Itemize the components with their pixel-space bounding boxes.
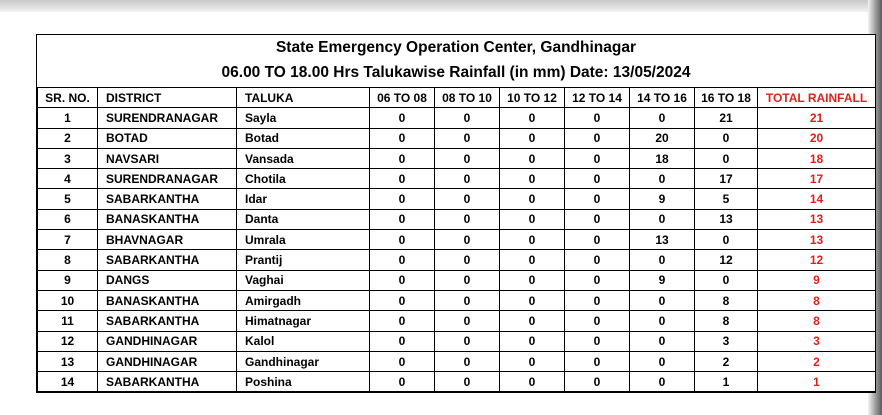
rain-16-18-cell: 0 (695, 230, 758, 250)
rain-06-08-cell: 0 (370, 148, 435, 168)
sr-no-cell: 9 (38, 270, 98, 290)
total-rainfall-cell: 13 (758, 209, 876, 229)
table-header-row (38, 88, 876, 108)
rain-14-16-cell: 0 (630, 311, 695, 331)
rain-08-10-cell: 0 (435, 189, 500, 209)
district-cell: BANASKANTHA (98, 290, 237, 310)
rain-06-08-cell: 0 (370, 128, 435, 148)
header-06-to-08: 06 TO 08 (370, 88, 435, 108)
taluka-cell: Botad (237, 128, 370, 148)
table-row (38, 311, 876, 331)
rain-16-18-cell: 21 (695, 108, 758, 128)
sr-no-cell: 10 (38, 290, 98, 310)
header-total-rainfall: TOTAL RAINFALL (758, 88, 876, 108)
rain-06-08-cell: 0 (370, 270, 435, 290)
rain-12-14-cell: 0 (565, 290, 630, 310)
rain-10-12-cell: 0 (500, 209, 565, 229)
total-rainfall-cell: 2 (758, 351, 876, 371)
table-row (38, 270, 876, 290)
sr-no-cell: 3 (38, 148, 98, 168)
rain-10-12-cell: 0 (500, 270, 565, 290)
total-rainfall-cell: 18 (758, 148, 876, 168)
rain-08-10-cell: 0 (435, 290, 500, 310)
rain-12-14-cell: 0 (565, 250, 630, 270)
rain-10-12-cell: 0 (500, 311, 565, 331)
rain-06-08-cell: 0 (370, 372, 435, 392)
rain-08-10-cell: 0 (435, 250, 500, 270)
rain-06-08-cell: 0 (370, 331, 435, 351)
rain-12-14-cell: 0 (565, 372, 630, 392)
header-16-to-18: 16 TO 18 (695, 88, 758, 108)
header-taluka: TALUKA (237, 88, 370, 108)
taluka-cell: Sayla (237, 108, 370, 128)
rain-08-10-cell: 0 (435, 331, 500, 351)
table-row (38, 189, 876, 209)
table-row (38, 209, 876, 229)
rain-12-14-cell: 0 (565, 209, 630, 229)
rain-10-12-cell: 0 (500, 331, 565, 351)
district-cell: GANDHINAGAR (98, 351, 237, 371)
rain-06-08-cell: 0 (370, 230, 435, 250)
rain-12-14-cell: 0 (565, 311, 630, 331)
total-rainfall-cell: 8 (758, 311, 876, 331)
rain-12-14-cell: 0 (565, 169, 630, 189)
total-rainfall-cell: 3 (758, 331, 876, 351)
sr-no-cell: 7 (38, 230, 98, 250)
header-08-to-10: 08 TO 10 (435, 88, 500, 108)
window-top-edge (0, 0, 882, 12)
sr-no-cell: 12 (38, 331, 98, 351)
header-10-to-12: 10 TO 12 (500, 88, 565, 108)
rain-06-08-cell: 0 (370, 290, 435, 310)
taluka-cell: Umrala (237, 230, 370, 250)
sr-no-cell: 2 (38, 128, 98, 148)
taluka-cell: Prantij (237, 250, 370, 270)
taluka-cell: Danta (237, 209, 370, 229)
total-rainfall-cell: 14 (758, 189, 876, 209)
taluka-cell: Himatnagar (237, 311, 370, 331)
rain-12-14-cell: 0 (565, 189, 630, 209)
total-rainfall-cell: 9 (758, 270, 876, 290)
table-row (38, 230, 876, 250)
rain-14-16-cell: 18 (630, 148, 695, 168)
district-cell: NAVSARI (98, 148, 237, 168)
rain-14-16-cell: 0 (630, 372, 695, 392)
sr-no-cell: 5 (38, 189, 98, 209)
district-cell: BOTAD (98, 128, 237, 148)
table-row (38, 351, 876, 371)
rain-10-12-cell: 0 (500, 128, 565, 148)
rain-16-18-cell: 2 (695, 351, 758, 371)
sr-no-cell: 1 (38, 108, 98, 128)
taluka-cell: Vaghai (237, 270, 370, 290)
taluka-cell: Amirgadh (237, 290, 370, 310)
district-cell: GANDHINAGAR (98, 331, 237, 351)
rain-16-18-cell: 12 (695, 250, 758, 270)
sr-no-cell: 8 (38, 250, 98, 270)
rain-12-14-cell: 0 (565, 230, 630, 250)
total-rainfall-cell: 21 (758, 108, 876, 128)
rain-10-12-cell: 0 (500, 189, 565, 209)
rain-12-14-cell: 0 (565, 351, 630, 371)
rain-06-08-cell: 0 (370, 169, 435, 189)
header-sr-no: SR. NO. (38, 88, 98, 108)
sr-no-cell: 14 (38, 372, 98, 392)
report-title: State Emergency Operation Center, Gandhinagar (275, 39, 637, 56)
sr-no-cell: 11 (38, 311, 98, 331)
rain-08-10-cell: 0 (435, 169, 500, 189)
taluka-cell: Chotila (237, 169, 370, 189)
district-cell: SURENDRANAGAR (98, 169, 237, 189)
rain-12-14-cell: 0 (565, 128, 630, 148)
taluka-cell: Idar (237, 189, 370, 209)
header-14-to-16: 14 TO 16 (630, 88, 695, 108)
rain-06-08-cell: 0 (370, 189, 435, 209)
table-row (38, 331, 876, 351)
sr-no-cell: 6 (38, 209, 98, 229)
rain-10-12-cell: 0 (500, 169, 565, 189)
rain-14-16-cell: 0 (630, 331, 695, 351)
rain-12-14-cell: 0 (565, 108, 630, 128)
rain-16-18-cell: 5 (695, 189, 758, 209)
rain-08-10-cell: 0 (435, 270, 500, 290)
rain-12-14-cell: 0 (565, 148, 630, 168)
total-rainfall-cell: 1 (758, 372, 876, 392)
taluka-cell: Kalol (237, 331, 370, 351)
sr-no-cell: 13 (38, 351, 98, 371)
district-cell: BANASKANTHA (98, 209, 237, 229)
rain-14-16-cell: 0 (630, 351, 695, 371)
rain-06-08-cell: 0 (370, 209, 435, 229)
total-rainfall-cell: 13 (758, 230, 876, 250)
total-rainfall-cell: 20 (758, 128, 876, 148)
rain-08-10-cell: 0 (435, 372, 500, 392)
district-cell: DANGS (98, 270, 237, 290)
rain-16-18-cell: 8 (695, 290, 758, 310)
rain-14-16-cell: 9 (630, 189, 695, 209)
total-rainfall-cell: 12 (758, 250, 876, 270)
table-row (38, 148, 876, 168)
rain-16-18-cell: 8 (695, 311, 758, 331)
rain-16-18-cell: 0 (695, 148, 758, 168)
rain-10-12-cell: 0 (500, 290, 565, 310)
rain-16-18-cell: 3 (695, 331, 758, 351)
rain-10-12-cell: 0 (500, 250, 565, 270)
taluka-cell: Vansada (237, 148, 370, 168)
taluka-cell: Poshina (237, 372, 370, 392)
rain-08-10-cell: 0 (435, 209, 500, 229)
header-12-to-14: 12 TO 14 (565, 88, 630, 108)
rain-14-16-cell: 0 (630, 290, 695, 310)
rain-16-18-cell: 1 (695, 372, 758, 392)
rain-06-08-cell: 0 (370, 351, 435, 371)
rain-12-14-cell: 0 (565, 331, 630, 351)
rainfall-table (37, 87, 876, 392)
rain-06-08-cell: 0 (370, 108, 435, 128)
rain-14-16-cell: 0 (630, 169, 695, 189)
district-cell: SABARKANTHA (98, 250, 237, 270)
header-district: DISTRICT (98, 88, 237, 108)
total-rainfall-cell: 17 (758, 169, 876, 189)
district-cell: SABARKANTHA (98, 189, 237, 209)
total-rainfall-cell: 8 (758, 290, 876, 310)
rain-14-16-cell: 13 (630, 230, 695, 250)
table-row (38, 108, 876, 128)
rain-08-10-cell: 0 (435, 230, 500, 250)
rain-14-16-cell: 20 (630, 128, 695, 148)
table-row (38, 250, 876, 270)
table-row (38, 128, 876, 148)
district-cell: SABARKANTHA (98, 372, 237, 392)
rain-10-12-cell: 0 (500, 230, 565, 250)
rain-08-10-cell: 0 (435, 128, 500, 148)
rain-10-12-cell: 0 (500, 372, 565, 392)
rain-16-18-cell: 0 (695, 270, 758, 290)
rain-08-10-cell: 0 (435, 148, 500, 168)
taluka-cell: Gandhinagar (237, 351, 370, 371)
district-cell: SURENDRANAGAR (98, 108, 237, 128)
rainfall-report (36, 34, 876, 393)
rain-08-10-cell: 0 (435, 108, 500, 128)
sr-no-cell: 4 (38, 169, 98, 189)
rain-06-08-cell: 0 (370, 250, 435, 270)
rain-10-12-cell: 0 (500, 148, 565, 168)
rain-12-14-cell: 0 (565, 270, 630, 290)
rain-16-18-cell: 13 (695, 209, 758, 229)
district-cell: BHAVNAGAR (98, 230, 237, 250)
table-row (38, 372, 876, 392)
report-subtitle: 06.00 TO 18.00 Hrs Talukawise Rainfall (in mm) Date: 13/05/2024 (221, 64, 691, 81)
rain-14-16-cell: 0 (630, 209, 695, 229)
rain-14-16-cell: 9 (630, 270, 695, 290)
rain-10-12-cell: 0 (500, 351, 565, 371)
table-row (38, 169, 876, 189)
district-cell: SABARKANTHA (98, 311, 237, 331)
rain-16-18-cell: 17 (695, 169, 758, 189)
rain-10-12-cell: 0 (500, 108, 565, 128)
table-row (38, 290, 876, 310)
rain-08-10-cell: 0 (435, 311, 500, 331)
rain-14-16-cell: 0 (630, 250, 695, 270)
rain-08-10-cell: 0 (435, 351, 500, 371)
rain-16-18-cell: 0 (695, 128, 758, 148)
rain-14-16-cell: 0 (630, 108, 695, 128)
rain-06-08-cell: 0 (370, 311, 435, 331)
